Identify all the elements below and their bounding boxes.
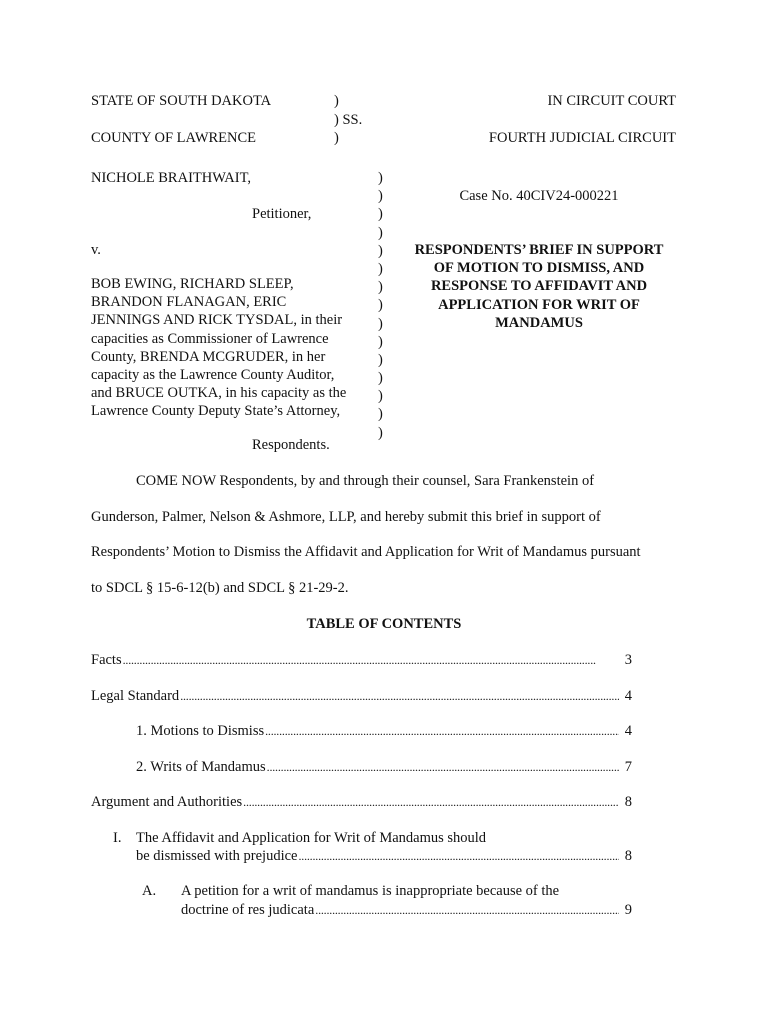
caption-paren: ) [378,224,383,241]
toc-leader-dots [267,758,619,776]
caption-paren-column [378,169,383,442]
caption-paren: ) [378,260,383,277]
brief-title-line: RESPONDENTS’ BRIEF IN SUPPORT [414,242,664,258]
respondents-line: JENNINGS AND RICK TYSDAL, in their [91,312,343,329]
brief-title-line: OF MOTION TO DISMISS, AND [433,260,645,277]
toc-heading: TABLE OF CONTENTS [306,616,462,632]
respondents-line: and BRUCE OUTKA, in his capacity as the [91,385,347,402]
toc-page-number: 7 [624,759,632,775]
brief-title-line: RESPONSE TO AFFIDAVIT AND [430,278,648,295]
toc-entry-number: I. [113,830,122,846]
toc-leader-dots [123,651,619,669]
toc-page-number: 4 [624,688,632,704]
toc-entry-label: 2. Writs of Mandamus [136,759,266,775]
respondents-label: Respondents. [252,437,330,453]
toc-entry-label: be dismissed with prejudice [136,848,298,864]
toc-leader-dots [315,901,619,919]
intro-line: Respondents’ Motion to Dismiss the Affidavit and Application for Writ of Mandamus pursuant [91,544,641,560]
court-name: IN CIRCUIT COURT [547,93,676,109]
toc-entry-label: 1. Motions to Dismiss [136,723,265,739]
petitioner-name: NICHOLE BRAITHWAIT, [91,170,252,186]
intro-line: Gunderson, Palmer, Nelson & Ashmore, LLP, and hereby submit this brief in support of [91,509,601,525]
caption-paren: ) [378,424,383,441]
respondents-line: BRANDON FLANAGAN, ERIC [91,294,287,311]
toc-entry-motions-to-dismiss[interactable] [136,722,632,740]
toc-leader-dots [180,687,619,705]
caption-ss: ) SS. [334,112,363,128]
brief-title [400,241,678,332]
respondents-line: Lawrence County Deputy State’s Attorney, [91,403,341,420]
toc-entry-dismissed-with-prejudice[interactable] [136,847,632,865]
toc-page-number: 9 [624,902,632,918]
toc-leader-dots [298,847,619,865]
caption-paren: ) [378,170,383,186]
caption-paren: ) [378,279,383,296]
caption-paren: ) [378,351,383,368]
respondents-names [91,275,346,421]
toc-entry-label[interactable]: The Affidavit and Application for Writ of Mandamus should [136,830,487,846]
caption-paren: ) [378,370,383,387]
caption-paren: ) [378,297,383,314]
brief-title-line: MANDAMUS [495,314,583,331]
toc-page-number: 4 [624,723,632,739]
county-caption: COUNTY OF LAWRENCE [91,130,257,146]
intro-line: COME NOW Respondents, by and through their counsel, Sara Frankenstein of [136,473,595,489]
case-number: Case No. 40CIV24-000221 [459,188,619,204]
toc-page-number: 8 [624,848,632,864]
toc-entry-res-judicata[interactable] [181,901,632,919]
caption-paren: ) [378,333,383,350]
state-caption: STATE OF SOUTH DAKOTA [91,93,272,109]
intro-line: to SDCL § 15-6-12(b) and SDCL § 21-29-2. [91,580,349,596]
toc-entry-label: Facts [91,652,122,668]
caption-paren: ) [378,242,383,259]
toc-entry-number: A. [142,883,157,899]
toc-leader-dots [243,793,619,811]
toc-entry-legal-standard[interactable] [91,687,632,705]
caption-paren: ) [378,315,383,332]
judicial-circuit: FOURTH JUDICIAL CIRCUIT [488,130,676,146]
toc-entry-label: Legal Standard [91,688,180,704]
caption-paren: ) [334,130,339,146]
respondents-line: County, BRENDA MCGRUDER, in her [91,348,326,365]
toc-entry-argument[interactable] [91,793,632,811]
petitioner-label: Petitioner, [252,206,312,222]
caption-paren: ) [378,388,383,405]
respondents-line: capacities as Commissioner of Lawrence [91,330,329,347]
toc-entry-label: Argument and Authorities [91,794,243,810]
toc-entry-label[interactable]: A petition for a writ of mandamus is inappropriate because of the [181,883,560,899]
respondents-line: BOB EWING, RICHARD SLEEP, [91,276,294,292]
caption-paren: ) [378,406,383,423]
toc-page-number: 3 [624,652,632,668]
caption-paren: ) [334,93,339,109]
brief-title-line: APPLICATION FOR WRIT OF [438,296,640,313]
toc-page-number: 8 [624,794,632,810]
respondents-line: capacity as the Lawrence County Auditor, [91,367,335,384]
toc-leader-dots [265,722,619,740]
caption-paren: ) [378,206,383,223]
versus: v. [91,242,101,258]
toc-entry-writs-of-mandamus[interactable] [136,758,632,776]
caption-paren: ) [378,188,383,205]
toc-entry-label: doctrine of res judicata [181,902,315,918]
toc-entry-facts[interactable] [91,651,632,669]
